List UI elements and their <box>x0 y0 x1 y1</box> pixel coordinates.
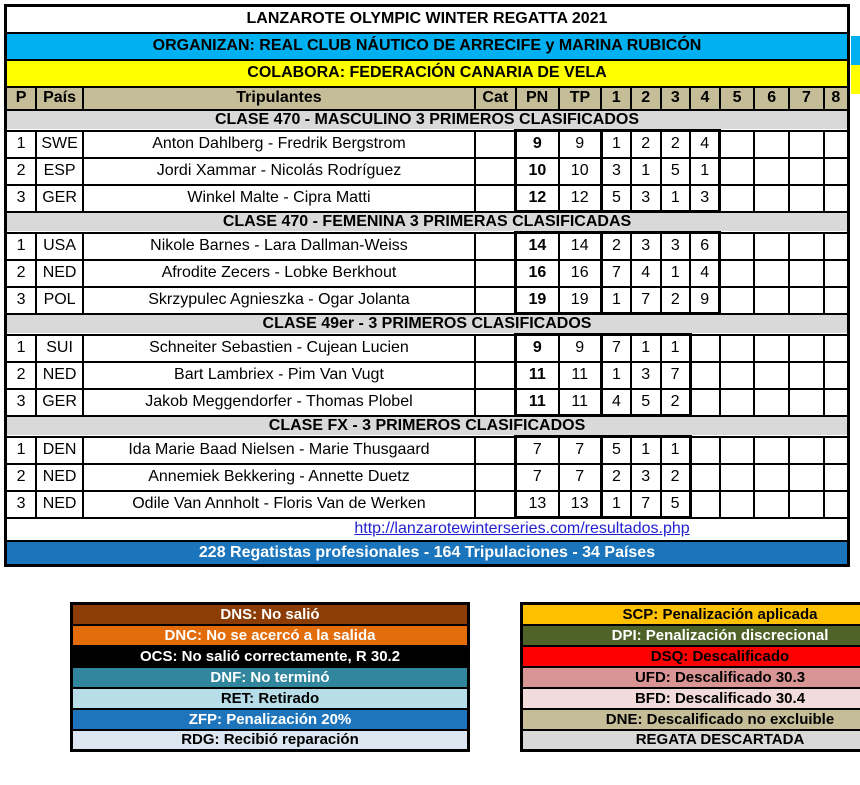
race-score-cell: 3 <box>661 233 691 260</box>
organizer-banner-bleed <box>851 36 860 65</box>
col-header-9: 4 <box>690 87 720 110</box>
race-score-cell: 1 <box>661 185 691 212</box>
race-score-cell <box>690 362 720 389</box>
net-points-cell: 19 <box>516 287 559 314</box>
crew-cell: Bart Lambriex - Pim Van Vugt <box>83 362 475 389</box>
position-cell: 2 <box>6 158 37 185</box>
race-score-cell: 4 <box>690 260 720 287</box>
race-score-cell <box>720 158 755 185</box>
col-header-0: P <box>6 87 37 110</box>
collaborator-banner: COLABORA: FEDERACIÓN CANARIA DE VELA <box>6 60 849 87</box>
race-score-cell: 2 <box>601 464 631 491</box>
col-header-2: Tripulantes <box>83 87 475 110</box>
race-score-cell <box>824 362 849 389</box>
race-score-cell <box>754 287 789 314</box>
race-score-cell <box>789 437 824 464</box>
race-score-cell <box>789 389 824 416</box>
column-header-row <box>6 87 849 110</box>
net-points-cell: 12 <box>516 185 559 212</box>
position-cell: 3 <box>6 287 37 314</box>
total-points-cell: 14 <box>559 233 602 260</box>
race-score-cell <box>824 287 849 314</box>
total-points-cell: 11 <box>559 362 602 389</box>
net-points-cell: 13 <box>516 491 559 518</box>
cat-cell <box>475 185 516 212</box>
result-row <box>6 233 849 260</box>
crew-cell: Winkel Malte - Cipra Matti <box>83 185 475 212</box>
legend-item: DNF: No terminó <box>72 667 469 688</box>
crew-cell: Annemiek Bekkering - Annette Duetz <box>83 464 475 491</box>
cat-cell <box>475 233 516 260</box>
result-row <box>6 185 849 212</box>
net-points-cell: 16 <box>516 260 559 287</box>
race-score-cell: 7 <box>631 491 661 518</box>
position-cell: 1 <box>6 131 37 158</box>
race-score-cell: 2 <box>661 389 691 416</box>
race-score-cell <box>720 491 755 518</box>
race-score-cell <box>824 491 849 518</box>
col-header-5: TP <box>559 87 602 110</box>
race-score-cell <box>720 362 755 389</box>
organizer-banner: ORGANIZAN: REAL CLUB NÁUTICO DE ARRECIFE y MARINA RUBICÓN <box>6 33 849 60</box>
country-cell: NED <box>36 260 83 287</box>
race-score-cell: 4 <box>631 260 661 287</box>
race-score-cell <box>824 335 849 362</box>
total-points-cell: 19 <box>559 287 602 314</box>
country-cell: SWE <box>36 131 83 158</box>
position-cell: 2 <box>6 464 37 491</box>
legend-item: OCS: No salió correctamente, R 30.2 <box>72 646 469 667</box>
col-header-11: 6 <box>754 87 789 110</box>
net-points-cell: 9 <box>516 335 559 362</box>
race-score-cell: 5 <box>601 437 631 464</box>
result-row <box>6 437 849 464</box>
race-score-cell <box>720 437 755 464</box>
race-score-cell <box>754 437 789 464</box>
cat-cell <box>475 464 516 491</box>
legend-item: ZFP: Penalización 20% <box>72 709 469 730</box>
race-score-cell: 6 <box>690 233 720 260</box>
legend-item: REGATA DESCARTADA <box>522 730 860 751</box>
cat-cell <box>475 158 516 185</box>
total-points-cell: 13 <box>559 491 602 518</box>
race-score-cell: 3 <box>631 362 661 389</box>
race-score-cell: 1 <box>601 491 631 518</box>
result-row <box>6 158 849 185</box>
race-score-cell: 1 <box>631 437 661 464</box>
position-cell: 2 <box>6 362 37 389</box>
race-score-cell <box>824 158 849 185</box>
race-score-cell <box>754 233 789 260</box>
cat-cell <box>475 335 516 362</box>
race-score-cell <box>789 233 824 260</box>
result-row <box>6 389 849 416</box>
race-score-cell: 1 <box>661 437 691 464</box>
crew-cell: Odile Van Annholt - Floris Van de Werken <box>83 491 475 518</box>
net-points-cell: 7 <box>516 464 559 491</box>
result-row <box>6 335 849 362</box>
country-cell: NED <box>36 464 83 491</box>
race-score-cell: 2 <box>601 233 631 260</box>
country-cell: NED <box>36 362 83 389</box>
race-score-cell <box>754 491 789 518</box>
race-score-cell: 1 <box>601 362 631 389</box>
legend-item: SCP: Penalización aplicada <box>522 604 860 625</box>
race-score-cell <box>789 260 824 287</box>
result-row <box>6 362 849 389</box>
race-score-cell <box>720 233 755 260</box>
race-score-cell <box>824 131 849 158</box>
col-header-1: País <box>36 87 83 110</box>
race-score-cell <box>824 437 849 464</box>
race-score-cell: 1 <box>631 158 661 185</box>
stats-bar: 228 Regatistas profesionales - 164 Tripulaciones - 34 Países <box>6 541 849 566</box>
net-points-cell: 7 <box>516 437 559 464</box>
crew-cell: Anton Dahlberg - Fredrik Bergstrom <box>83 131 475 158</box>
section-header: CLASE 470 - FEMENINA 3 PRIMERAS CLASIFICADAS <box>6 212 849 233</box>
race-score-cell <box>789 335 824 362</box>
cat-cell <box>475 131 516 158</box>
col-header-8: 3 <box>661 87 691 110</box>
race-score-cell <box>789 491 824 518</box>
race-score-cell: 1 <box>661 335 691 362</box>
race-score-cell <box>789 131 824 158</box>
race-score-cell <box>690 464 720 491</box>
crew-cell: Ida Marie Baad Nielsen - Marie Thusgaard <box>83 437 475 464</box>
legend-item: UFD: Descalificado 30.3 <box>522 667 860 688</box>
race-score-cell <box>824 389 849 416</box>
crew-cell: Jordi Xammar - Nicolás Rodríguez <box>83 158 475 185</box>
results-table <box>4 4 850 567</box>
legend-item: DNC: No se acercó a la salida <box>72 625 469 646</box>
result-row <box>6 491 849 518</box>
col-header-6: 1 <box>601 87 631 110</box>
race-score-cell <box>720 185 755 212</box>
legend-item: DSQ: Descalificado <box>522 646 860 667</box>
race-score-cell <box>824 260 849 287</box>
race-score-cell <box>789 362 824 389</box>
race-score-cell <box>754 335 789 362</box>
link-cell <box>6 518 849 541</box>
col-header-10: 5 <box>720 87 755 110</box>
net-points-cell: 11 <box>516 389 559 416</box>
crew-cell: Skrzypulec Agnieszka - Ogar Jolanta <box>83 287 475 314</box>
section-header: CLASE FX - 3 PRIMEROS CLASIFICADOS <box>6 416 849 437</box>
col-header-12: 7 <box>789 87 824 110</box>
race-score-cell: 1 <box>601 287 631 314</box>
country-cell: GER <box>36 185 83 212</box>
net-points-cell: 11 <box>516 362 559 389</box>
position-cell: 1 <box>6 335 37 362</box>
position-cell: 1 <box>6 437 37 464</box>
race-score-cell: 3 <box>631 233 661 260</box>
col-header-4: PN <box>516 87 559 110</box>
race-score-cell: 2 <box>661 287 691 314</box>
legend-item: DPI: Penalización discrecional <box>522 625 860 646</box>
race-score-cell <box>754 389 789 416</box>
legend-item: DNE: Descalificado no excluible <box>522 709 860 730</box>
crew-cell: Schneiter Sebastien - Cujean Lucien <box>83 335 475 362</box>
race-score-cell: 2 <box>661 131 691 158</box>
race-score-cell: 7 <box>631 287 661 314</box>
race-score-cell <box>789 185 824 212</box>
result-row <box>6 464 849 491</box>
race-score-cell: 1 <box>601 131 631 158</box>
country-cell: USA <box>36 233 83 260</box>
race-score-cell <box>754 185 789 212</box>
race-score-cell <box>789 158 824 185</box>
results-link[interactable]: http://lanzarotewinterseries.com/resultados.php <box>354 520 690 538</box>
race-score-cell: 5 <box>631 389 661 416</box>
race-score-cell: 3 <box>601 158 631 185</box>
race-score-cell: 2 <box>661 464 691 491</box>
country-cell: ESP <box>36 158 83 185</box>
position-cell: 3 <box>6 185 37 212</box>
race-score-cell <box>690 335 720 362</box>
cat-cell <box>475 362 516 389</box>
crew-cell: Afrodite Zecers - Lobke Berkhout <box>83 260 475 287</box>
legend-item: RDG: Recibió reparación <box>72 730 469 751</box>
race-score-cell <box>789 287 824 314</box>
result-row <box>6 131 849 158</box>
race-score-cell: 2 <box>631 131 661 158</box>
section-header: CLASE 470 - MASCULINO 3 PRIMEROS CLASIFICADOS <box>6 110 849 131</box>
total-points-cell: 9 <box>559 131 602 158</box>
race-score-cell: 5 <box>661 491 691 518</box>
crew-cell: Nikole Barnes - Lara Dallman-Weiss <box>83 233 475 260</box>
col-header-13: 8 <box>824 87 849 110</box>
race-score-cell <box>720 389 755 416</box>
country-cell: NED <box>36 491 83 518</box>
net-points-cell: 9 <box>516 131 559 158</box>
total-points-cell: 7 <box>559 437 602 464</box>
race-score-cell: 4 <box>690 131 720 158</box>
country-cell: SUI <box>36 335 83 362</box>
col-header-7: 2 <box>631 87 661 110</box>
race-score-cell <box>789 464 824 491</box>
race-score-cell <box>824 233 849 260</box>
race-score-cell <box>720 287 755 314</box>
result-row <box>6 287 849 314</box>
collaborator-banner-bleed <box>851 65 860 94</box>
position-cell: 3 <box>6 491 37 518</box>
race-score-cell: 5 <box>661 158 691 185</box>
net-points-cell: 14 <box>516 233 559 260</box>
regatta-title: LANZAROTE OLYMPIC WINTER REGATTA 2021 <box>6 6 849 33</box>
legend-item: DNS: No salió <box>72 604 469 625</box>
race-score-cell: 4 <box>601 389 631 416</box>
cat-cell <box>475 287 516 314</box>
section-header: CLASE 49er - 3 PRIMEROS CLASIFICADOS <box>6 314 849 335</box>
legend-scoring-codes-left <box>70 602 470 752</box>
total-points-cell: 12 <box>559 185 602 212</box>
race-score-cell: 1 <box>631 335 661 362</box>
total-points-cell: 11 <box>559 389 602 416</box>
total-points-cell: 9 <box>559 335 602 362</box>
race-score-cell <box>690 491 720 518</box>
race-score-cell: 7 <box>661 362 691 389</box>
legend-item: BFD: Descalificado 30.4 <box>522 688 860 709</box>
cat-cell <box>475 437 516 464</box>
race-score-cell: 1 <box>661 260 691 287</box>
crew-cell: Jakob Meggendorfer - Thomas Plobel <box>83 389 475 416</box>
race-score-cell: 9 <box>690 287 720 314</box>
race-score-cell <box>690 437 720 464</box>
race-score-cell: 3 <box>690 185 720 212</box>
net-points-cell: 10 <box>516 158 559 185</box>
race-score-cell: 5 <box>601 185 631 212</box>
race-score-cell <box>824 464 849 491</box>
legend-item: RET: Retirado <box>72 688 469 709</box>
cat-cell <box>475 491 516 518</box>
legend-scoring-codes-right <box>520 602 860 752</box>
race-score-cell: 7 <box>601 260 631 287</box>
race-score-cell <box>720 131 755 158</box>
cat-cell <box>475 389 516 416</box>
race-score-cell <box>824 185 849 212</box>
position-cell: 1 <box>6 233 37 260</box>
race-score-cell <box>754 131 789 158</box>
total-points-cell: 7 <box>559 464 602 491</box>
race-score-cell <box>754 260 789 287</box>
race-score-cell <box>720 335 755 362</box>
country-cell: POL <box>36 287 83 314</box>
country-cell: DEN <box>36 437 83 464</box>
total-points-cell: 10 <box>559 158 602 185</box>
race-score-cell <box>754 362 789 389</box>
total-points-cell: 16 <box>559 260 602 287</box>
race-score-cell <box>754 158 789 185</box>
position-cell: 3 <box>6 389 37 416</box>
race-score-cell <box>690 389 720 416</box>
col-header-3: Cat <box>475 87 516 110</box>
cat-cell <box>475 260 516 287</box>
country-cell: GER <box>36 389 83 416</box>
position-cell: 2 <box>6 260 37 287</box>
race-score-cell <box>754 464 789 491</box>
race-score-cell: 1 <box>690 158 720 185</box>
race-score-cell: 7 <box>601 335 631 362</box>
race-score-cell: 3 <box>631 185 661 212</box>
race-score-cell: 3 <box>631 464 661 491</box>
race-score-cell <box>720 260 755 287</box>
result-row <box>6 260 849 287</box>
race-score-cell <box>720 464 755 491</box>
